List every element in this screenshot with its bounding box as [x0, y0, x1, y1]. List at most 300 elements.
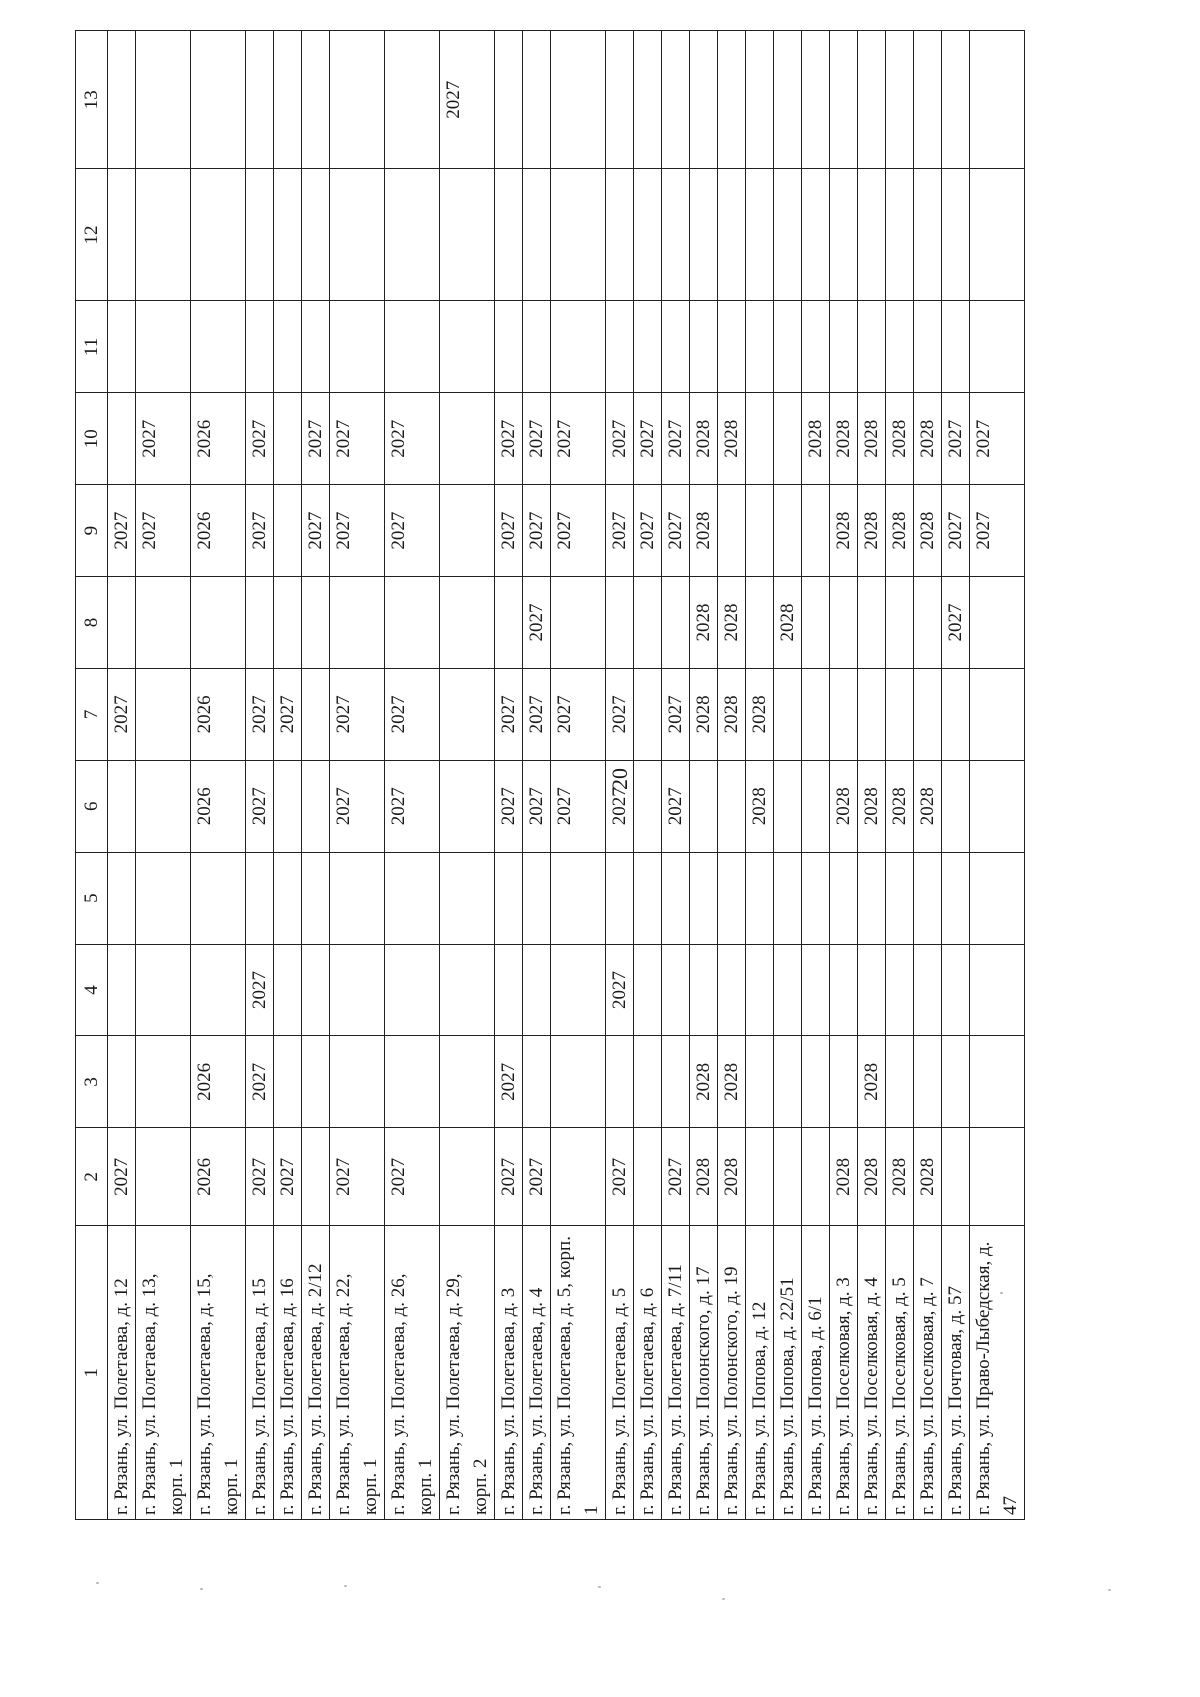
year-cell: 2028 — [802, 393, 830, 485]
year-cell — [662, 852, 690, 944]
year-cell — [108, 852, 136, 944]
address-cell: г. Рязань, ул. Полетаева, д. 22, корп. 1 — [330, 1226, 385, 1520]
table-row — [274, 31, 302, 1520]
year-cell — [970, 852, 1025, 944]
year-cell — [830, 31, 858, 170]
year-cell — [108, 577, 136, 669]
year-cell: 2026 — [191, 485, 246, 577]
year-cell — [746, 393, 774, 485]
year-cell — [385, 852, 440, 944]
year-cell: 2028 — [886, 393, 914, 485]
year-cell: 2027 — [274, 668, 302, 760]
year-cell — [330, 1036, 385, 1128]
year-cell — [551, 944, 606, 1036]
year-cell: 2027 — [246, 485, 274, 577]
address-cell: г. Рязань, ул. Полетаева, д. 5, корп. 1 — [551, 1226, 606, 1520]
year-cell: 2027 — [330, 393, 385, 485]
year-cell: 2027 — [662, 1128, 690, 1226]
table-row — [634, 31, 662, 1520]
year-cell: 2028 — [858, 393, 886, 485]
year-cell: 2027 — [385, 393, 440, 485]
year-cell — [246, 169, 274, 301]
year-cell — [191, 852, 246, 944]
year-cell — [246, 577, 274, 669]
year-cell — [108, 1036, 136, 1128]
year-cell — [942, 760, 970, 852]
year-cell — [970, 301, 1025, 393]
year-cell — [802, 760, 830, 852]
table-row — [970, 31, 1025, 1520]
address-cell: г. Рязань, ул. Почтовая, д. 57 — [942, 1226, 970, 1520]
year-cell — [662, 31, 690, 170]
year-cell — [774, 1128, 802, 1226]
year-cell — [914, 577, 942, 669]
year-cell: 2027 — [970, 485, 1025, 577]
year-cell — [136, 760, 191, 852]
year-cell: 2026 — [191, 760, 246, 852]
year-cell — [830, 668, 858, 760]
year-cell — [274, 301, 302, 393]
column-header-5: 5 — [76, 852, 108, 944]
year-cell — [191, 31, 246, 170]
address-cell: г. Рязань, ул. Полетаева, д. 2/12 — [302, 1226, 330, 1520]
address-cell: г. Рязань, ул. Полетаева, д. 4 — [523, 1226, 551, 1520]
year-cell — [942, 852, 970, 944]
address-cell: г. Рязань, ул. Поселковая, д. 4 — [858, 1226, 886, 1520]
year-cell: 2027 — [495, 1036, 523, 1128]
year-cell — [690, 169, 718, 301]
year-cell — [274, 852, 302, 944]
table-row — [523, 31, 551, 1520]
year-cell — [302, 577, 330, 669]
year-cell — [802, 668, 830, 760]
year-cell — [858, 577, 886, 669]
year-cell: 2028 — [774, 577, 802, 669]
address-cell: г. Рязань, ул. Поселковая, д. 3 — [830, 1226, 858, 1520]
address-cell: г. Рязань, ул. Полетаева, д. 16 — [274, 1226, 302, 1520]
year-cell: 2027 — [634, 393, 662, 485]
table-row — [914, 31, 942, 1520]
year-cell — [302, 169, 330, 301]
year-cell — [274, 393, 302, 485]
year-cell — [774, 944, 802, 1036]
column-header-13: 13 — [76, 31, 108, 170]
year-cell: 2028 — [858, 1036, 886, 1128]
scan-speck — [96, 1582, 99, 1584]
year-cell — [802, 577, 830, 669]
year-cell: 2027 — [385, 760, 440, 852]
address-cell: г. Рязань, ул. Полетаева, д. 5 — [606, 1226, 634, 1520]
table-row — [246, 31, 274, 1520]
table-row — [942, 31, 970, 1520]
year-cell — [136, 31, 191, 170]
year-cell: 2027 — [523, 1128, 551, 1226]
year-cell — [746, 485, 774, 577]
year-cell — [634, 668, 662, 760]
address-cell: г. Рязань, ул. Право-Лыбедская, д. 47 — [970, 1226, 1025, 1520]
year-cell — [886, 852, 914, 944]
year-cell — [662, 1036, 690, 1128]
year-cell — [302, 944, 330, 1036]
year-cell — [551, 577, 606, 669]
year-cell: 2027 — [246, 944, 274, 1036]
year-cell — [970, 668, 1025, 760]
year-cell — [942, 169, 970, 301]
year-cell — [302, 852, 330, 944]
column-header-8: 8 — [76, 577, 108, 669]
year-cell — [385, 1036, 440, 1128]
year-cell — [746, 1128, 774, 1226]
year-cell: 2027 — [108, 1128, 136, 1226]
address-cell: г. Рязань, ул. Полетаева, д. 15 — [246, 1226, 274, 1520]
year-cell — [302, 1036, 330, 1128]
table-row — [606, 31, 634, 1520]
year-cell — [634, 31, 662, 170]
year-cell — [523, 169, 551, 301]
year-cell — [495, 852, 523, 944]
address-cell: г. Рязань, ул. Полонского, д. 19 — [718, 1226, 746, 1520]
year-cell — [495, 31, 523, 170]
year-cell — [802, 485, 830, 577]
year-cell — [274, 577, 302, 669]
year-cell: 2027 — [136, 393, 191, 485]
year-cell — [746, 1036, 774, 1128]
year-cell — [440, 577, 495, 669]
year-cell — [774, 301, 802, 393]
year-cell — [274, 485, 302, 577]
table-header — [76, 31, 108, 1520]
year-cell — [690, 944, 718, 1036]
year-cell: 2027 — [662, 668, 690, 760]
table-row — [191, 31, 246, 1520]
year-cell — [606, 31, 634, 170]
year-cell — [108, 760, 136, 852]
year-cell: 2027 — [330, 668, 385, 760]
table-row — [330, 31, 385, 1520]
year-cell — [385, 944, 440, 1036]
year-cell — [634, 852, 662, 944]
year-cell — [136, 577, 191, 669]
year-cell: 2027 — [385, 668, 440, 760]
year-cell — [746, 577, 774, 669]
year-cell — [970, 944, 1025, 1036]
year-cell: 2028 — [914, 1128, 942, 1226]
year-cell — [858, 852, 886, 944]
scan-speck — [598, 1586, 601, 1588]
year-cell: 2028 — [858, 760, 886, 852]
year-cell: 2028 — [718, 393, 746, 485]
year-cell — [746, 852, 774, 944]
year-cell: 2028 — [690, 1128, 718, 1226]
year-cell: 2027 — [606, 485, 634, 577]
year-cell — [746, 31, 774, 170]
year-cell: 2027 — [385, 1128, 440, 1226]
year-cell — [551, 301, 606, 393]
year-cell — [746, 301, 774, 393]
year-cell — [606, 169, 634, 301]
year-cell — [970, 1036, 1025, 1128]
year-cell — [136, 852, 191, 944]
address-cell: г. Рязань, ул. Полетаева, д. 26, корп. 1 — [385, 1226, 440, 1520]
year-cell — [886, 668, 914, 760]
year-cell: 2028 — [830, 485, 858, 577]
year-cell — [662, 944, 690, 1036]
year-cell — [108, 944, 136, 1036]
year-cell — [942, 1036, 970, 1128]
year-cell — [302, 1128, 330, 1226]
year-cell — [302, 760, 330, 852]
year-cell — [551, 31, 606, 170]
year-cell: 2027 — [136, 485, 191, 577]
year-cell — [802, 1128, 830, 1226]
table-row — [886, 31, 914, 1520]
table-row — [690, 31, 718, 1520]
year-cell — [440, 852, 495, 944]
year-cell: 2027 — [246, 668, 274, 760]
address-cell: г. Рязань, ул. Полетаева, д. 6 — [634, 1226, 662, 1520]
year-cell — [440, 760, 495, 852]
year-cell: 2027 — [274, 1128, 302, 1226]
year-cell — [136, 1128, 191, 1226]
year-cell: 2028 — [830, 393, 858, 485]
year-cell: 2027 — [942, 485, 970, 577]
table-row — [830, 31, 858, 1520]
year-cell: 2027 — [495, 760, 523, 852]
year-cell — [634, 301, 662, 393]
scan-speck — [1000, 1292, 1003, 1294]
year-cell: 2027 — [606, 668, 634, 760]
year-cell: 2027 — [108, 668, 136, 760]
column-header-10: 10 — [76, 393, 108, 485]
year-cell — [136, 1036, 191, 1128]
year-cell — [914, 1036, 942, 1128]
year-cell — [662, 577, 690, 669]
header-row — [76, 31, 108, 1520]
year-cell — [136, 668, 191, 760]
year-cell: 2027 — [662, 393, 690, 485]
year-cell: 2027 — [606, 393, 634, 485]
year-cell — [551, 1128, 606, 1226]
year-cell — [690, 852, 718, 944]
year-cell: 2028 — [886, 485, 914, 577]
year-cell — [523, 301, 551, 393]
year-cell: 2028 — [690, 485, 718, 577]
year-cell — [385, 169, 440, 301]
column-header-1: 1 — [76, 1226, 108, 1520]
address-cell: г. Рязань, ул. Поселковая, д. 5 — [886, 1226, 914, 1520]
year-cell — [802, 169, 830, 301]
year-cell: 2027 — [551, 485, 606, 577]
year-cell: 2027 — [523, 393, 551, 485]
year-cell — [774, 852, 802, 944]
year-cell — [634, 944, 662, 1036]
year-cell — [495, 577, 523, 669]
year-cell — [830, 852, 858, 944]
address-cell: г. Рязань, ул. Полетаева, д. 12 — [108, 1226, 136, 1520]
year-cell: 2027 — [523, 577, 551, 669]
year-cell — [970, 577, 1025, 669]
table-row — [495, 31, 523, 1520]
table-row — [858, 31, 886, 1520]
year-cell — [440, 1128, 495, 1226]
year-cell — [274, 760, 302, 852]
year-cell — [858, 944, 886, 1036]
address-cell: г. Рязань, ул. Полетаева, д. 3 — [495, 1226, 523, 1520]
year-cell: 2027 — [246, 760, 274, 852]
year-cell — [970, 760, 1025, 852]
year-cell — [774, 485, 802, 577]
year-cell — [802, 944, 830, 1036]
year-cell — [634, 1036, 662, 1128]
column-header-3: 3 — [76, 1036, 108, 1128]
year-cell: 2027 — [970, 393, 1025, 485]
year-cell — [942, 668, 970, 760]
year-cell: 2028 — [690, 1036, 718, 1128]
year-cell: 2028 — [746, 760, 774, 852]
year-cell — [774, 668, 802, 760]
year-cell — [274, 944, 302, 1036]
year-cell: 2028 — [690, 577, 718, 669]
year-cell: 2027 — [942, 577, 970, 669]
year-cell: 2027 — [302, 485, 330, 577]
year-cell — [136, 301, 191, 393]
year-cell: 2027 — [246, 1036, 274, 1128]
year-cell — [942, 301, 970, 393]
year-cell — [330, 169, 385, 301]
year-cell: 2028 — [830, 1128, 858, 1226]
year-cell — [774, 31, 802, 170]
year-cell: 2028 — [914, 760, 942, 852]
year-cell — [746, 944, 774, 1036]
year-cell: 2027 — [440, 31, 495, 170]
year-cell: 2027 — [330, 760, 385, 852]
address-cell: г. Рязань, ул. Попова, д. 6/1 — [802, 1226, 830, 1520]
table-row — [108, 31, 136, 1520]
year-cell — [551, 1036, 606, 1128]
year-cell — [136, 169, 191, 301]
year-cell — [440, 668, 495, 760]
year-cell: 2027 — [495, 668, 523, 760]
year-cell — [802, 1036, 830, 1128]
year-cell — [523, 852, 551, 944]
year-cell — [942, 944, 970, 1036]
year-cell — [108, 169, 136, 301]
year-cell — [942, 1128, 970, 1226]
year-cell — [274, 31, 302, 170]
year-cell — [942, 31, 970, 170]
year-cell: 2028 — [914, 393, 942, 485]
year-cell — [662, 301, 690, 393]
year-cell: 2026 — [191, 1036, 246, 1128]
scan-speck — [722, 1598, 725, 1600]
year-cell — [495, 169, 523, 301]
year-cell: 2027 — [302, 393, 330, 485]
year-cell — [718, 169, 746, 301]
year-cell — [886, 301, 914, 393]
year-cell — [302, 31, 330, 170]
year-cell — [551, 852, 606, 944]
year-cell — [858, 169, 886, 301]
year-cell — [718, 852, 746, 944]
year-cell — [774, 760, 802, 852]
year-cell: 2028 — [886, 1128, 914, 1226]
address-cell: г. Рязань, ул. Полетаева, д. 15, корп. 1 — [191, 1226, 246, 1520]
year-cell: 2027 — [606, 1128, 634, 1226]
year-cell: 2027 — [495, 1128, 523, 1226]
table-row — [136, 31, 191, 1520]
column-header-4: 4 — [76, 944, 108, 1036]
year-cell — [914, 668, 942, 760]
year-cell — [634, 577, 662, 669]
column-header-2: 2 — [76, 1128, 108, 1226]
year-cell: 2027 — [551, 760, 606, 852]
year-cell: 2028 — [886, 760, 914, 852]
repair-schedule-table — [75, 30, 1025, 1520]
column-header-7: 7 — [76, 668, 108, 760]
year-cell: 2027 — [551, 668, 606, 760]
year-cell — [886, 1036, 914, 1128]
year-cell — [246, 852, 274, 944]
address-cell: г. Рязань, ул. Полетаева, д. 7/11 — [662, 1226, 690, 1520]
year-cell: 2028 — [830, 760, 858, 852]
year-cell — [914, 852, 942, 944]
table-body — [108, 31, 1025, 1520]
year-cell — [830, 301, 858, 393]
year-cell — [495, 301, 523, 393]
year-cell — [970, 169, 1025, 301]
year-cell — [830, 169, 858, 301]
year-cell — [746, 169, 774, 301]
year-cell: 2027 — [330, 1128, 385, 1226]
column-header-12: 12 — [76, 169, 108, 301]
year-cell — [830, 1036, 858, 1128]
year-cell — [274, 1036, 302, 1128]
year-cell — [440, 393, 495, 485]
table-row — [302, 31, 330, 1520]
table-row — [746, 31, 774, 1520]
year-cell: 2026 — [191, 1128, 246, 1226]
year-cell: 2027 — [495, 485, 523, 577]
year-cell — [108, 301, 136, 393]
year-cell — [246, 301, 274, 393]
year-cell: 2028 — [718, 1128, 746, 1226]
year-cell: 2027 — [246, 1128, 274, 1226]
year-cell — [858, 668, 886, 760]
year-cell: 2026 — [191, 393, 246, 485]
year-cell — [858, 31, 886, 170]
year-cell — [718, 760, 746, 852]
year-cell: 2027 — [523, 760, 551, 852]
year-cell: 2027 — [108, 485, 136, 577]
year-cell — [690, 31, 718, 170]
year-cell — [690, 760, 718, 852]
year-cell — [886, 31, 914, 170]
year-cell: 2027 — [634, 485, 662, 577]
year-cell: 2028 — [914, 485, 942, 577]
page-number: 20 — [607, 768, 632, 790]
address-cell: г. Рязань, ул. Попова, д. 22/51 — [774, 1226, 802, 1520]
year-cell: 2027 — [246, 393, 274, 485]
year-cell — [523, 31, 551, 170]
year-cell — [523, 1036, 551, 1128]
year-cell — [774, 393, 802, 485]
year-cell — [634, 1128, 662, 1226]
column-header-6: 6 — [76, 760, 108, 852]
table-row — [440, 31, 495, 1520]
year-cell — [886, 169, 914, 301]
year-cell — [330, 301, 385, 393]
year-cell — [191, 169, 246, 301]
